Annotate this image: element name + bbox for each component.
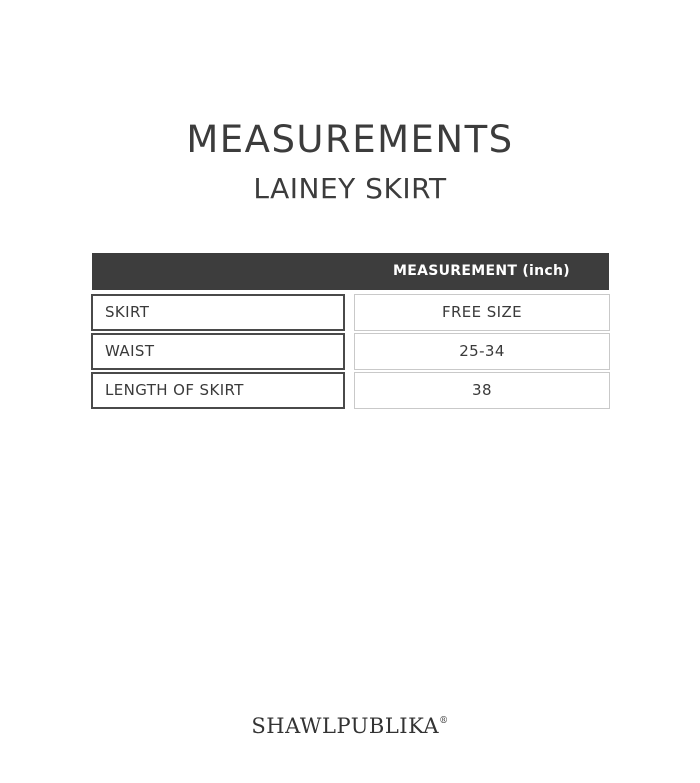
row-value-waist: 25-34 [354,333,610,370]
row-label-length: LENGTH OF SKIRT [91,372,345,409]
brand-logo [0,714,700,738]
registered-mark: ® [439,716,449,726]
row-label-waist: WAIST [91,333,345,370]
page-title: MEASUREMENTS [186,118,514,161]
product-name: LAINEY SKIRT [253,172,447,205]
row-value-skirt: FREE SIZE [354,294,610,331]
row-value-length: 38 [354,372,610,409]
column-header-measurement: MEASUREMENT (inch) [393,263,570,279]
table-header [92,253,609,290]
brand-name: SHAWLPUBLIKA [251,714,440,738]
row-label-skirt: SKIRT [91,294,345,331]
